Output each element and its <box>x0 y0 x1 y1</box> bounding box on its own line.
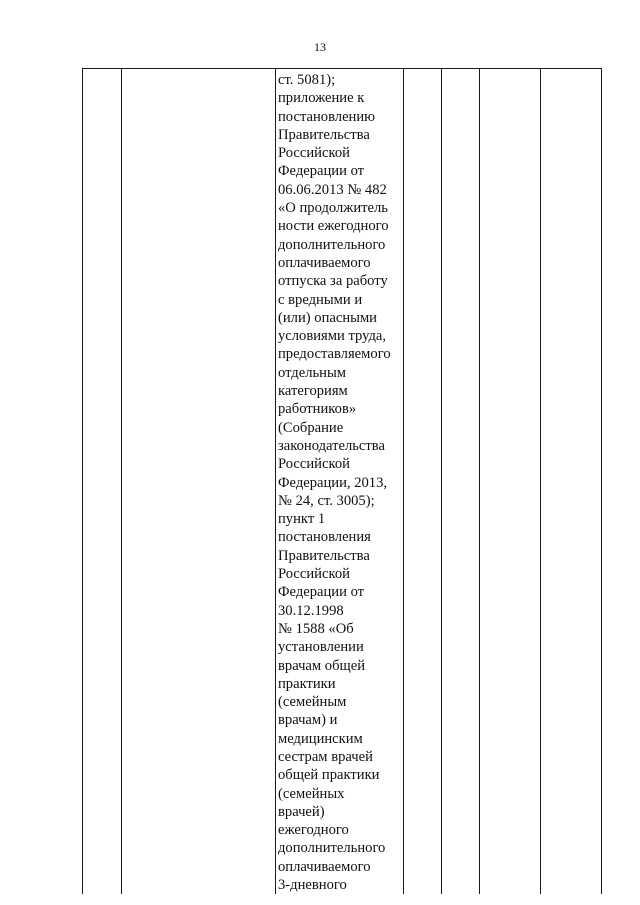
text-line: отпуска за работу <box>278 273 388 290</box>
text-line: (семейным <box>278 694 347 711</box>
text-line: категориям <box>278 383 348 400</box>
table-cell-col-3 <box>276 69 404 895</box>
text-line: постановлению <box>278 108 376 125</box>
table-cell-col-6 <box>480 69 541 895</box>
text-line: предоставляемого <box>278 346 391 363</box>
text-line: общей практики <box>278 767 380 784</box>
text-line: № 1588 «Об <box>278 620 354 637</box>
table-cell-col-4 <box>404 69 442 895</box>
text-line: «О продолжитель <box>278 200 388 217</box>
table-row <box>83 69 602 895</box>
text-line: Федерации от <box>278 163 365 180</box>
table-cell-col-1 <box>83 69 122 895</box>
text-line: оплачиваемого <box>278 254 371 271</box>
text-line: постановления <box>278 529 371 546</box>
text-line: № 24, ст. 3005); <box>278 492 375 509</box>
text-line: Российской <box>278 566 350 583</box>
table-cell-col-7 <box>541 69 602 895</box>
text-line: работников» <box>278 401 357 418</box>
text-line: Правительства <box>278 547 370 564</box>
text-line: 3-дневного <box>278 877 347 894</box>
text-line: Российской <box>278 456 350 473</box>
text-line: врачей) <box>278 803 325 820</box>
text-line: врачам общей <box>278 657 366 674</box>
text-line: (Собрание <box>278 419 344 436</box>
legal-reference-text <box>276 69 403 894</box>
text-line: ст. 5081); <box>278 72 336 88</box>
text-line: медицинским <box>278 730 363 747</box>
text-line: установлении <box>278 639 364 656</box>
text-line: законодательства <box>278 437 385 454</box>
text-line: пункт 1 <box>278 511 326 528</box>
text-line: врачам) и <box>278 712 338 729</box>
text-line: дополнительного <box>278 236 386 253</box>
text-line: сестрам врачей <box>278 748 373 765</box>
text-line: ности ежегодного <box>278 218 389 235</box>
text-line: Федерации, 2013, <box>278 474 388 491</box>
page-number: 13 <box>314 40 326 54</box>
text-line: с вредными и <box>278 291 363 308</box>
text-line: оплачиваемого <box>278 858 371 875</box>
text-line: (семейных <box>278 785 345 802</box>
text-line: отдельным <box>278 364 346 381</box>
text-line: Правительства <box>278 126 370 143</box>
text-line: (или) опасными <box>278 309 377 326</box>
table-cell-col-5 <box>442 69 480 895</box>
text-line: практики <box>278 675 336 692</box>
text-line: Российской <box>278 145 350 162</box>
text-line: условиями труда, <box>278 328 387 345</box>
text-line: 06.06.2013 № 482 <box>278 181 387 198</box>
text-line: дополнительного <box>278 840 386 857</box>
text-line: приложение к <box>278 90 365 107</box>
document-table <box>82 68 602 894</box>
text-line: ежегодного <box>278 822 349 839</box>
table-cell-col-2 <box>122 69 276 895</box>
text-line: 30.12.1998 <box>278 602 344 619</box>
text-line: Федерации от <box>278 584 365 601</box>
